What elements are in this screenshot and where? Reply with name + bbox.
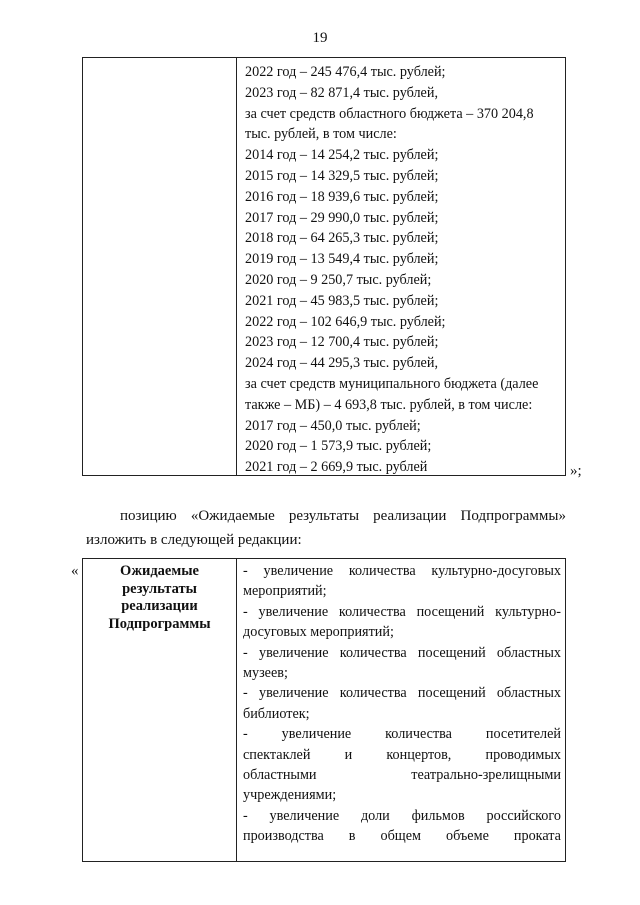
funding-line: 2018 год – 64 265,3 тыс. рублей; [245,230,439,247]
result-word: - [243,726,248,743]
instruction-word: «Ожидаемые [190,508,275,524]
result-word: производства [243,828,324,845]
result-word: концертов, [386,746,452,763]
result-word: увеличение [281,726,352,743]
instruction-word: позицию [120,508,177,524]
result-word: общем [380,828,422,845]
funding-line: 2017 год – 29 990,0 тыс. рублей; [245,209,439,226]
closing-quote-mark: »; [570,463,582,479]
result-word: - [243,563,248,579]
result-word: культурно-досуговых [431,563,561,579]
label-line: Подпрограммы [108,615,211,632]
result-line [243,745,561,765]
result-word: - [243,685,248,702]
label-line: реализации [121,598,198,614]
funding-line: за счет средств областного бюджета – 370 204,8 [245,105,534,122]
result-word: проводимых [485,746,561,763]
result-word: областных [496,644,561,661]
result-line: музеев; [243,665,288,682]
results-table [82,558,566,862]
result-word: доли [360,807,390,824]
result-word: посещений [417,685,486,702]
result-word: количества [339,685,407,702]
result-word: посещений [416,603,485,620]
result-word: количества [338,603,406,620]
result-word: количества [348,563,416,579]
instruction-word: реализации [373,508,447,524]
result-word: культурно- [495,603,561,620]
funding-line: 2021 год – 2 669,9 тыс. рублей [245,459,428,476]
results-label-cell [83,563,236,633]
funding-line: 2023 год – 82 871,4 тыс. рублей, [245,84,438,101]
funding-line: 2017 год – 450,0 тыс. рублей; [245,417,421,434]
result-line [243,826,561,846]
instruction-line-1 [120,508,566,525]
column-divider [236,58,237,475]
result-word: областных [496,685,561,702]
instruction-line-2: изложить в следующей редакции: [86,532,302,548]
result-word: областными [243,767,317,784]
funding-line: 2022 год – 102 646,9 тыс. рублей; [245,313,446,330]
result-line: библиотек; [243,705,310,722]
result-word: посещений [417,644,486,661]
result-word: объеме [446,828,489,845]
funding-line: 2020 год – 1 573,9 тыс. рублей; [245,438,432,455]
result-word: фильмов [411,807,465,824]
label-line: Ожидаемые [120,563,199,579]
funding-line: тыс. рублей, в том числе: [245,126,397,143]
result-line [243,561,561,581]
result-line [243,806,561,826]
result-word: проката [513,828,561,845]
result-word: увеличение [258,603,329,620]
page-number: 19 [312,30,328,46]
results-content-cell [243,561,561,847]
instruction-word: Подпрограммы» [460,508,566,524]
result-word: увеличение [269,807,340,824]
funding-line: 2019 год – 13 549,4 тыс. рублей; [245,251,439,268]
result-line: мероприятий; [243,583,327,600]
funding-line: 2022 год – 245 476,4 тыс. рублей; [245,64,446,80]
result-line [243,602,561,622]
result-word: театрально-зрелищными [411,767,561,784]
result-line: досуговых мероприятий; [243,624,394,641]
result-word: - [243,644,248,661]
funding-line: 2016 год – 18 939,6 тыс. рублей; [245,188,439,205]
result-word: и [344,746,353,763]
result-word: количества [339,644,407,661]
result-line: учреждениями; [243,787,337,804]
result-word: посетителей [485,726,561,743]
result-line [243,765,561,785]
funding-line: за счет средств муниципального бюджета (далее [245,375,539,392]
funding-line: 2021 год – 45 983,5 тыс. рублей; [245,292,439,309]
result-word: увеличение [258,685,329,702]
result-word: - [243,603,248,620]
funding-lines [245,62,563,478]
funding-table [82,57,566,476]
opening-quote-mark: « [71,563,79,579]
funding-line: 2023 год – 12 700,4 тыс. рублей; [245,334,439,351]
column-divider [236,559,237,861]
result-word: увеличение [263,563,334,579]
result-line [243,683,561,703]
result-word: российского [486,807,561,824]
label-line: результаты [122,580,197,597]
funding-line: 2020 год – 9 250,7 тыс. рублей; [245,271,432,288]
result-line [243,643,561,663]
result-word: - [243,807,248,824]
result-word: спектаклей [243,746,311,763]
funding-line: 2014 год – 14 254,2 тыс. рублей; [245,147,439,164]
result-word: увеличение [258,644,329,661]
instruction-word: результаты [288,508,360,524]
result-word: количества [385,726,452,743]
funding-line: 2015 год – 14 329,5 тыс. рублей; [245,167,439,184]
result-line [243,724,561,744]
funding-line: 2024 год – 44 295,3 тыс. рублей, [245,355,438,372]
result-word: в [348,828,356,845]
funding-line: также – МБ) – 4 693,8 тыс. рублей, в том числе: [245,396,533,413]
